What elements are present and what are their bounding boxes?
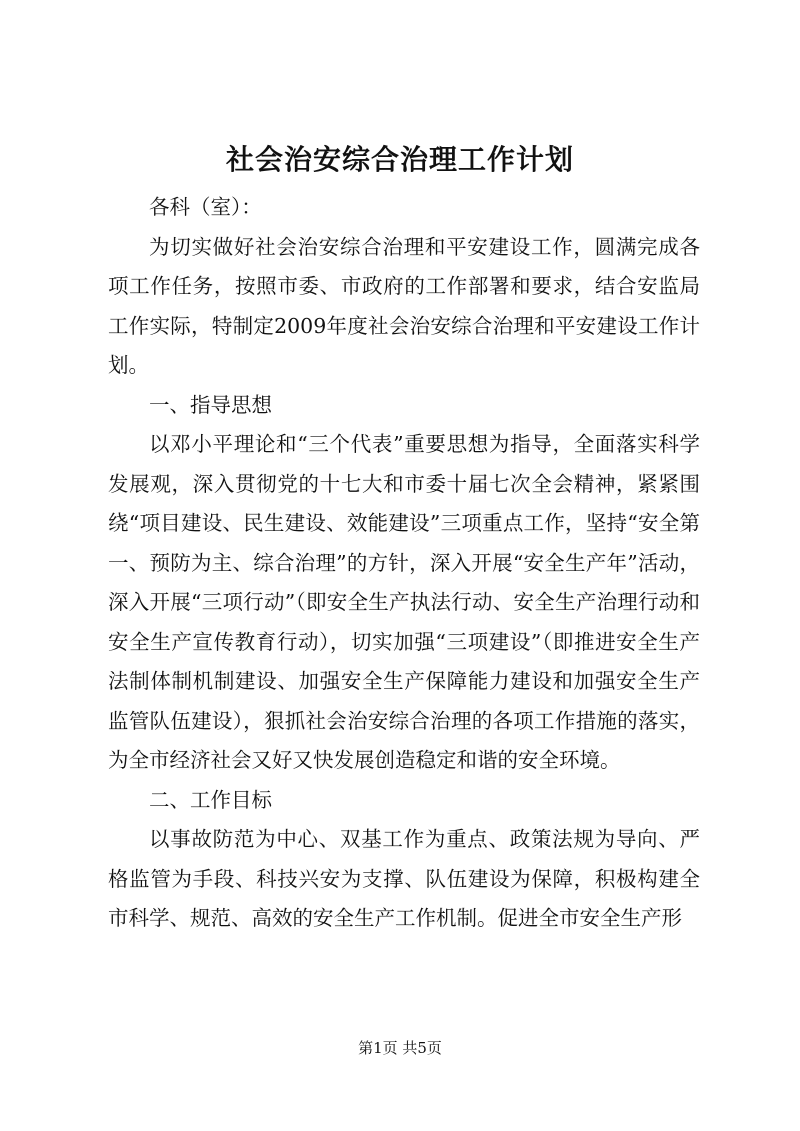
paragraph-guiding-ideology: 以邓小平理论和“三个代表”重要思想为指导，全面落实科学发展观，深入贯彻党的十七大和市委十届七次全会精神，紧紧围绕“项目建设、民生建设、效能建设”三项重点工作，坚持“安全第一、预防为主、综合治理”的方针，深入开展“安全生产年”活动，深入开展“三项行动”（即安全生产执法行动、安全生产治理行动和安全生产宣传教育行动），切实加强“三项建设”（即推进安全生产法制体制机制建设、加强安全生产保障能力建设和加强安全生产监管队伍建设），狠抓社会治安综合治理的各项工作措施的落实，为全市经济社会又好又快发展创造稳定和谐的安全环境。	[108, 432, 700, 772]
salutation: 各科（室）：	[149, 195, 262, 219]
section-heading-guiding-ideology: 一、指导思想	[149, 392, 272, 417]
paragraph-work-goals: 以事故防范为中心、双基工作为重点、政策法规为导向、严格监管为手段、科技兴安为支撑、队伍建设为保障，积极构建全市科学、规范、高效的安全生产工作机制。促进全市安全生产形	[108, 827, 700, 930]
document-title: 社会治安综合治理工作计划	[225, 143, 574, 176]
page-number-footer: 第1页 共5页	[358, 1039, 442, 1057]
document-body	[108, 188, 700, 939]
section-heading-work-goals: 二、工作目标	[149, 787, 272, 812]
paragraph-intro: 为切实做好社会治安综合治理和平安建设工作，圆满完成各项工作任务，按照市委、市政府的工作部署和要求，结合安监局工作实际，特制定2009年度社会治安综合治理和平安建设工作计划。	[108, 234, 700, 377]
